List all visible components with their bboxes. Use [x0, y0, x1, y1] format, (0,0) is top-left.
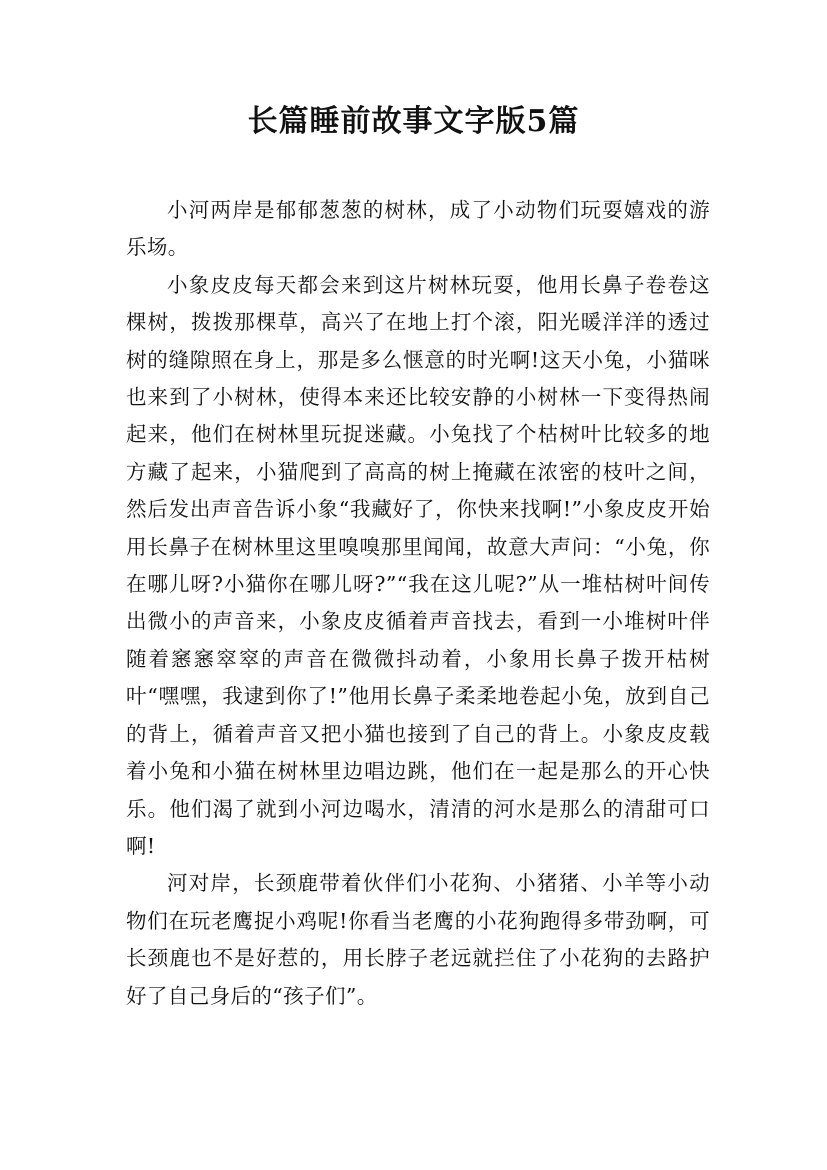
story-paragraph-3: 河对岸，长颈鹿带着伙伴们小花狗、小猪猪、小羊等小动物们在玩老鹰捉小鸡呢!你看当老鹰的小花狗跑得多带劲啊，可长颈鹿也不是好惹的，用长脖子老远就拦住了小花狗的去路护好了自己身后的“孩子们”。: [126, 871, 710, 1008]
story-body: [126, 192, 710, 1015]
story-paragraph-1: 小河两岸是郁郁葱葱的树林，成了小动物们玩耍嬉戏的游乐场。: [126, 198, 710, 260]
story-paragraph-2: 小象皮皮每天都会来到这片树林玩耍，他用长鼻子卷卷这棵树，拨拨那棵草，高兴了在地上打个滚，阳光暖洋洋的透过树的缝隙照在身上，那是多么惬意的时光啊!这天小兔，小猫咪也来到了小树林，使得本来还比较安静的小树林一下变得热闹起来，他们在树林里玩捉迷藏。小兔找了个枯树叶比较多的地方藏了起来，小猫爬到了高高的树上掩藏在浓密的枝叶之间，然后发出声音告诉小象“我藏好了，你快来找啊!”小象皮皮开始用长鼻子在树林里这里嗅嗅那里闻闻，故意大声问：“小兔，你在哪儿呀?小猫你在哪儿呀?”“我在这儿呢?”从一堆枯树叶间传出微小的声音来，小象皮皮循着声音找去，看到一小堆树叶伴随着窸窸窣窣的声音在微微抖动着，小象用长鼻子拨开枯树叶“嘿嘿，我逮到你了!”他用长鼻子柔柔地卷起小兔，放到自己的背上，循着声音又把小猫也接到了自己的背上。小象皮皮载着小兔和小猫在树林里边唱边跳，他们在一起是那么的开心快乐。他们渴了就到小河边喝水，清清的河水是那么的清甜可口啊!: [126, 272, 710, 858]
page-title: 长篇睡前故事文字版5篇: [247, 104, 580, 139]
